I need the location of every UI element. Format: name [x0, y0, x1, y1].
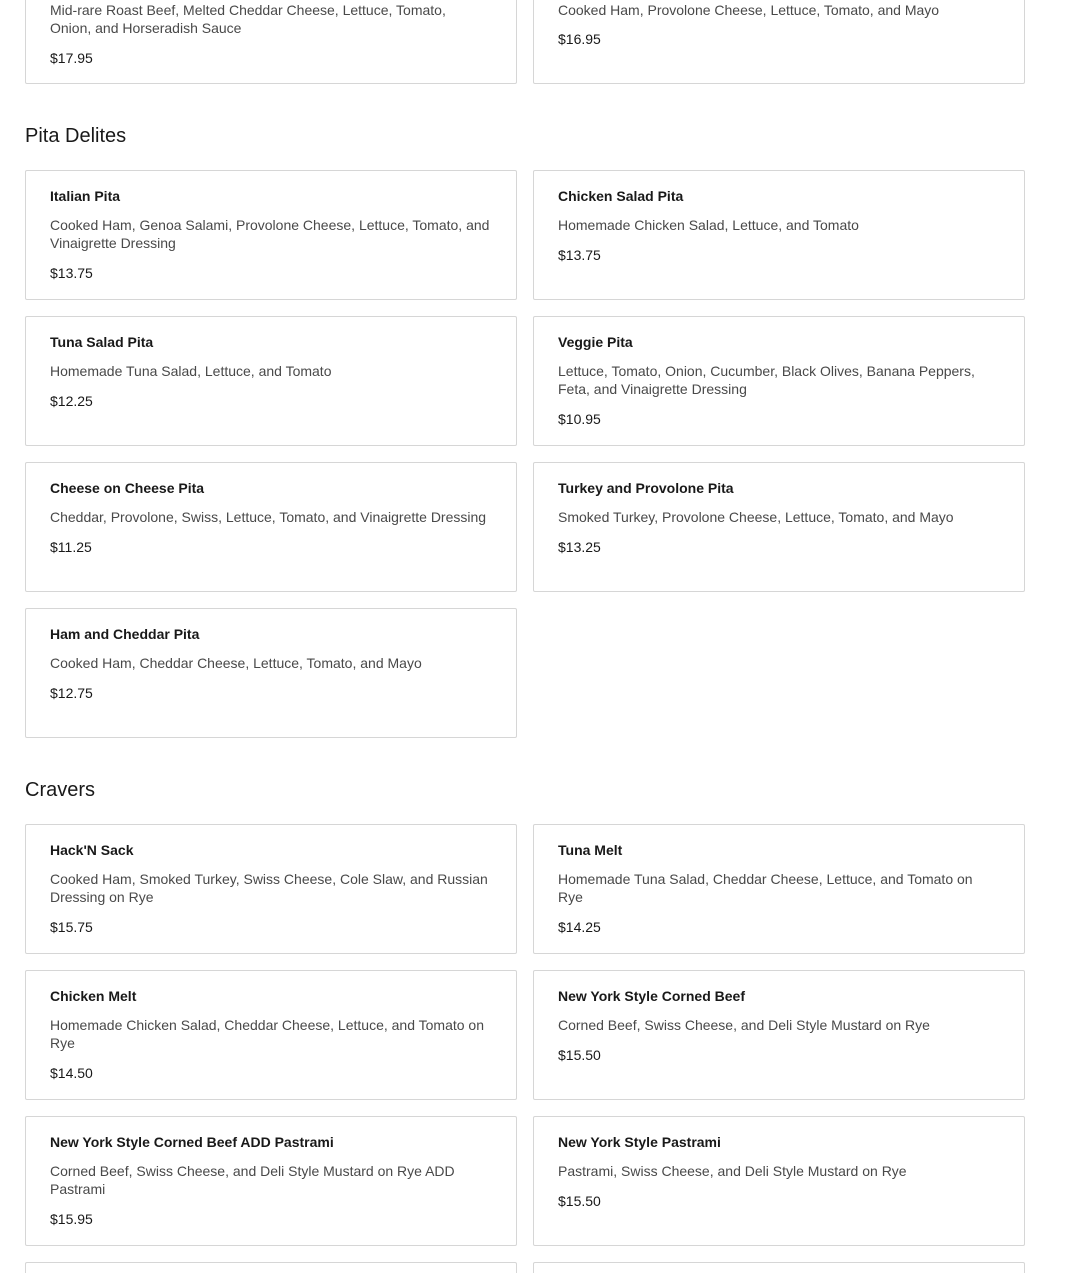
item-name: Cheese on Cheese Pita	[50, 480, 205, 496]
item-price: $12.75	[50, 685, 93, 701]
item-description: Homemade Chicken Salad, Lettuce, and Tomato	[558, 217, 859, 233]
item-price: $10.95	[558, 411, 601, 427]
item-price: $13.25	[558, 539, 601, 555]
item-description: Cooked Ham, Smoked Turkey, Swiss Cheese, Cole Slaw, and Russian Dressing on Rye	[50, 871, 488, 905]
menu-item-card[interactable]	[25, 608, 517, 738]
item-price: $16.95	[558, 31, 601, 47]
menu-item-card[interactable]	[533, 970, 1025, 1100]
item-description: Cheddar, Provolone, Swiss, Lettuce, Tomato, and Vinaigrette Dressing	[50, 509, 487, 525]
item-price: $15.75	[50, 919, 93, 935]
item-price: $13.75	[50, 265, 93, 281]
item-description: Smoked Turkey, Provolone Cheese, Lettuce, Tomato, and Mayo	[558, 509, 954, 525]
item-name: Chicken Salad Pita	[558, 188, 684, 204]
item-description: Homemade Tuna Salad, Lettuce, and Tomato	[50, 363, 332, 379]
item-description: Homemade Chicken Salad, Cheddar Cheese, Lettuce, and Tomato on Rye	[50, 1017, 485, 1051]
item-price: $15.50	[558, 1193, 601, 1209]
item-description: Corned Beef, Swiss Cheese, and Deli Style Mustard on Rye ADD Pastrami	[50, 1163, 455, 1197]
menu-item-card[interactable]	[533, 0, 1025, 84]
item-description: Homemade Tuna Salad, Cheddar Cheese, Lettuce, and Tomato on Rye	[558, 871, 973, 905]
item-description: Cooked Ham, Cheddar Cheese, Lettuce, Tomato, and Mayo	[50, 655, 422, 671]
menu-item-card[interactable]	[533, 824, 1025, 954]
menu-item-card[interactable]	[25, 170, 517, 300]
item-name: Tuna Melt	[558, 842, 623, 858]
item-description: Corned Beef, Swiss Cheese, and Deli Style Mustard on Rye	[558, 1017, 930, 1033]
menu-item-card[interactable]	[25, 316, 517, 446]
item-description: Cooked Ham, Provolone Cheese, Lettuce, Tomato, and Mayo	[558, 2, 940, 18]
item-price: $14.50	[50, 1065, 93, 1081]
section-title-cravers: Cravers	[25, 779, 96, 801]
item-price: $15.95	[50, 1211, 93, 1227]
item-price: $14.25	[558, 919, 601, 935]
menu-item-card[interactable]	[25, 1116, 517, 1246]
item-name: Ham and Cheddar Pita	[50, 626, 200, 642]
item-name: Hack'N Sack	[50, 842, 134, 858]
item-price: $15.50	[558, 1047, 601, 1063]
item-price: $13.75	[558, 247, 601, 263]
item-name: New York Style Corned Beef	[558, 988, 745, 1004]
item-name: Chicken Melt	[50, 988, 137, 1004]
section-title-pita-delites: Pita Delites	[25, 125, 127, 147]
item-name: Turkey and Provolone Pita	[558, 480, 734, 496]
item-name: New York Style Corned Beef ADD Pastrami	[50, 1134, 334, 1150]
item-name: Italian Pita	[50, 188, 121, 204]
menu-item-card[interactable]	[533, 170, 1025, 300]
item-name: Veggie Pita	[558, 334, 633, 350]
item-description: Mid-rare Roast Beef, Melted Cheddar Cheese, Lettuce, Tomato, Onion, and Horseradish Sauce	[50, 2, 446, 36]
item-description: Lettuce, Tomato, Onion, Cucumber, Black Olives, Banana Peppers, Feta, and Vinaigrette Dressing	[558, 363, 975, 397]
item-name: Tuna Salad Pita	[50, 334, 154, 350]
menu-item-card[interactable]	[533, 316, 1025, 446]
item-price: $11.25	[50, 539, 92, 555]
item-price: $12.25	[50, 393, 93, 409]
menu-item-card[interactable]	[25, 824, 517, 954]
item-name: New York Style Pastrami	[558, 1134, 721, 1150]
menu-item-card[interactable]	[533, 462, 1025, 592]
item-price: $17.95	[50, 50, 93, 66]
item-description: Cooked Ham, Genoa Salami, Provolone Cheese, Lettuce, Tomato, and Vinaigrette Dressing	[50, 217, 490, 251]
menu-item-card[interactable]	[25, 0, 517, 84]
item-description: Pastrami, Swiss Cheese, and Deli Style Mustard on Rye	[558, 1163, 907, 1179]
menu-item-card[interactable]	[533, 1116, 1025, 1246]
menu-item-card[interactable]	[25, 462, 517, 592]
menu-item-card[interactable]	[25, 970, 517, 1100]
menu-item-card[interactable]	[25, 1262, 517, 1273]
menu-item-card[interactable]	[533, 1262, 1025, 1273]
